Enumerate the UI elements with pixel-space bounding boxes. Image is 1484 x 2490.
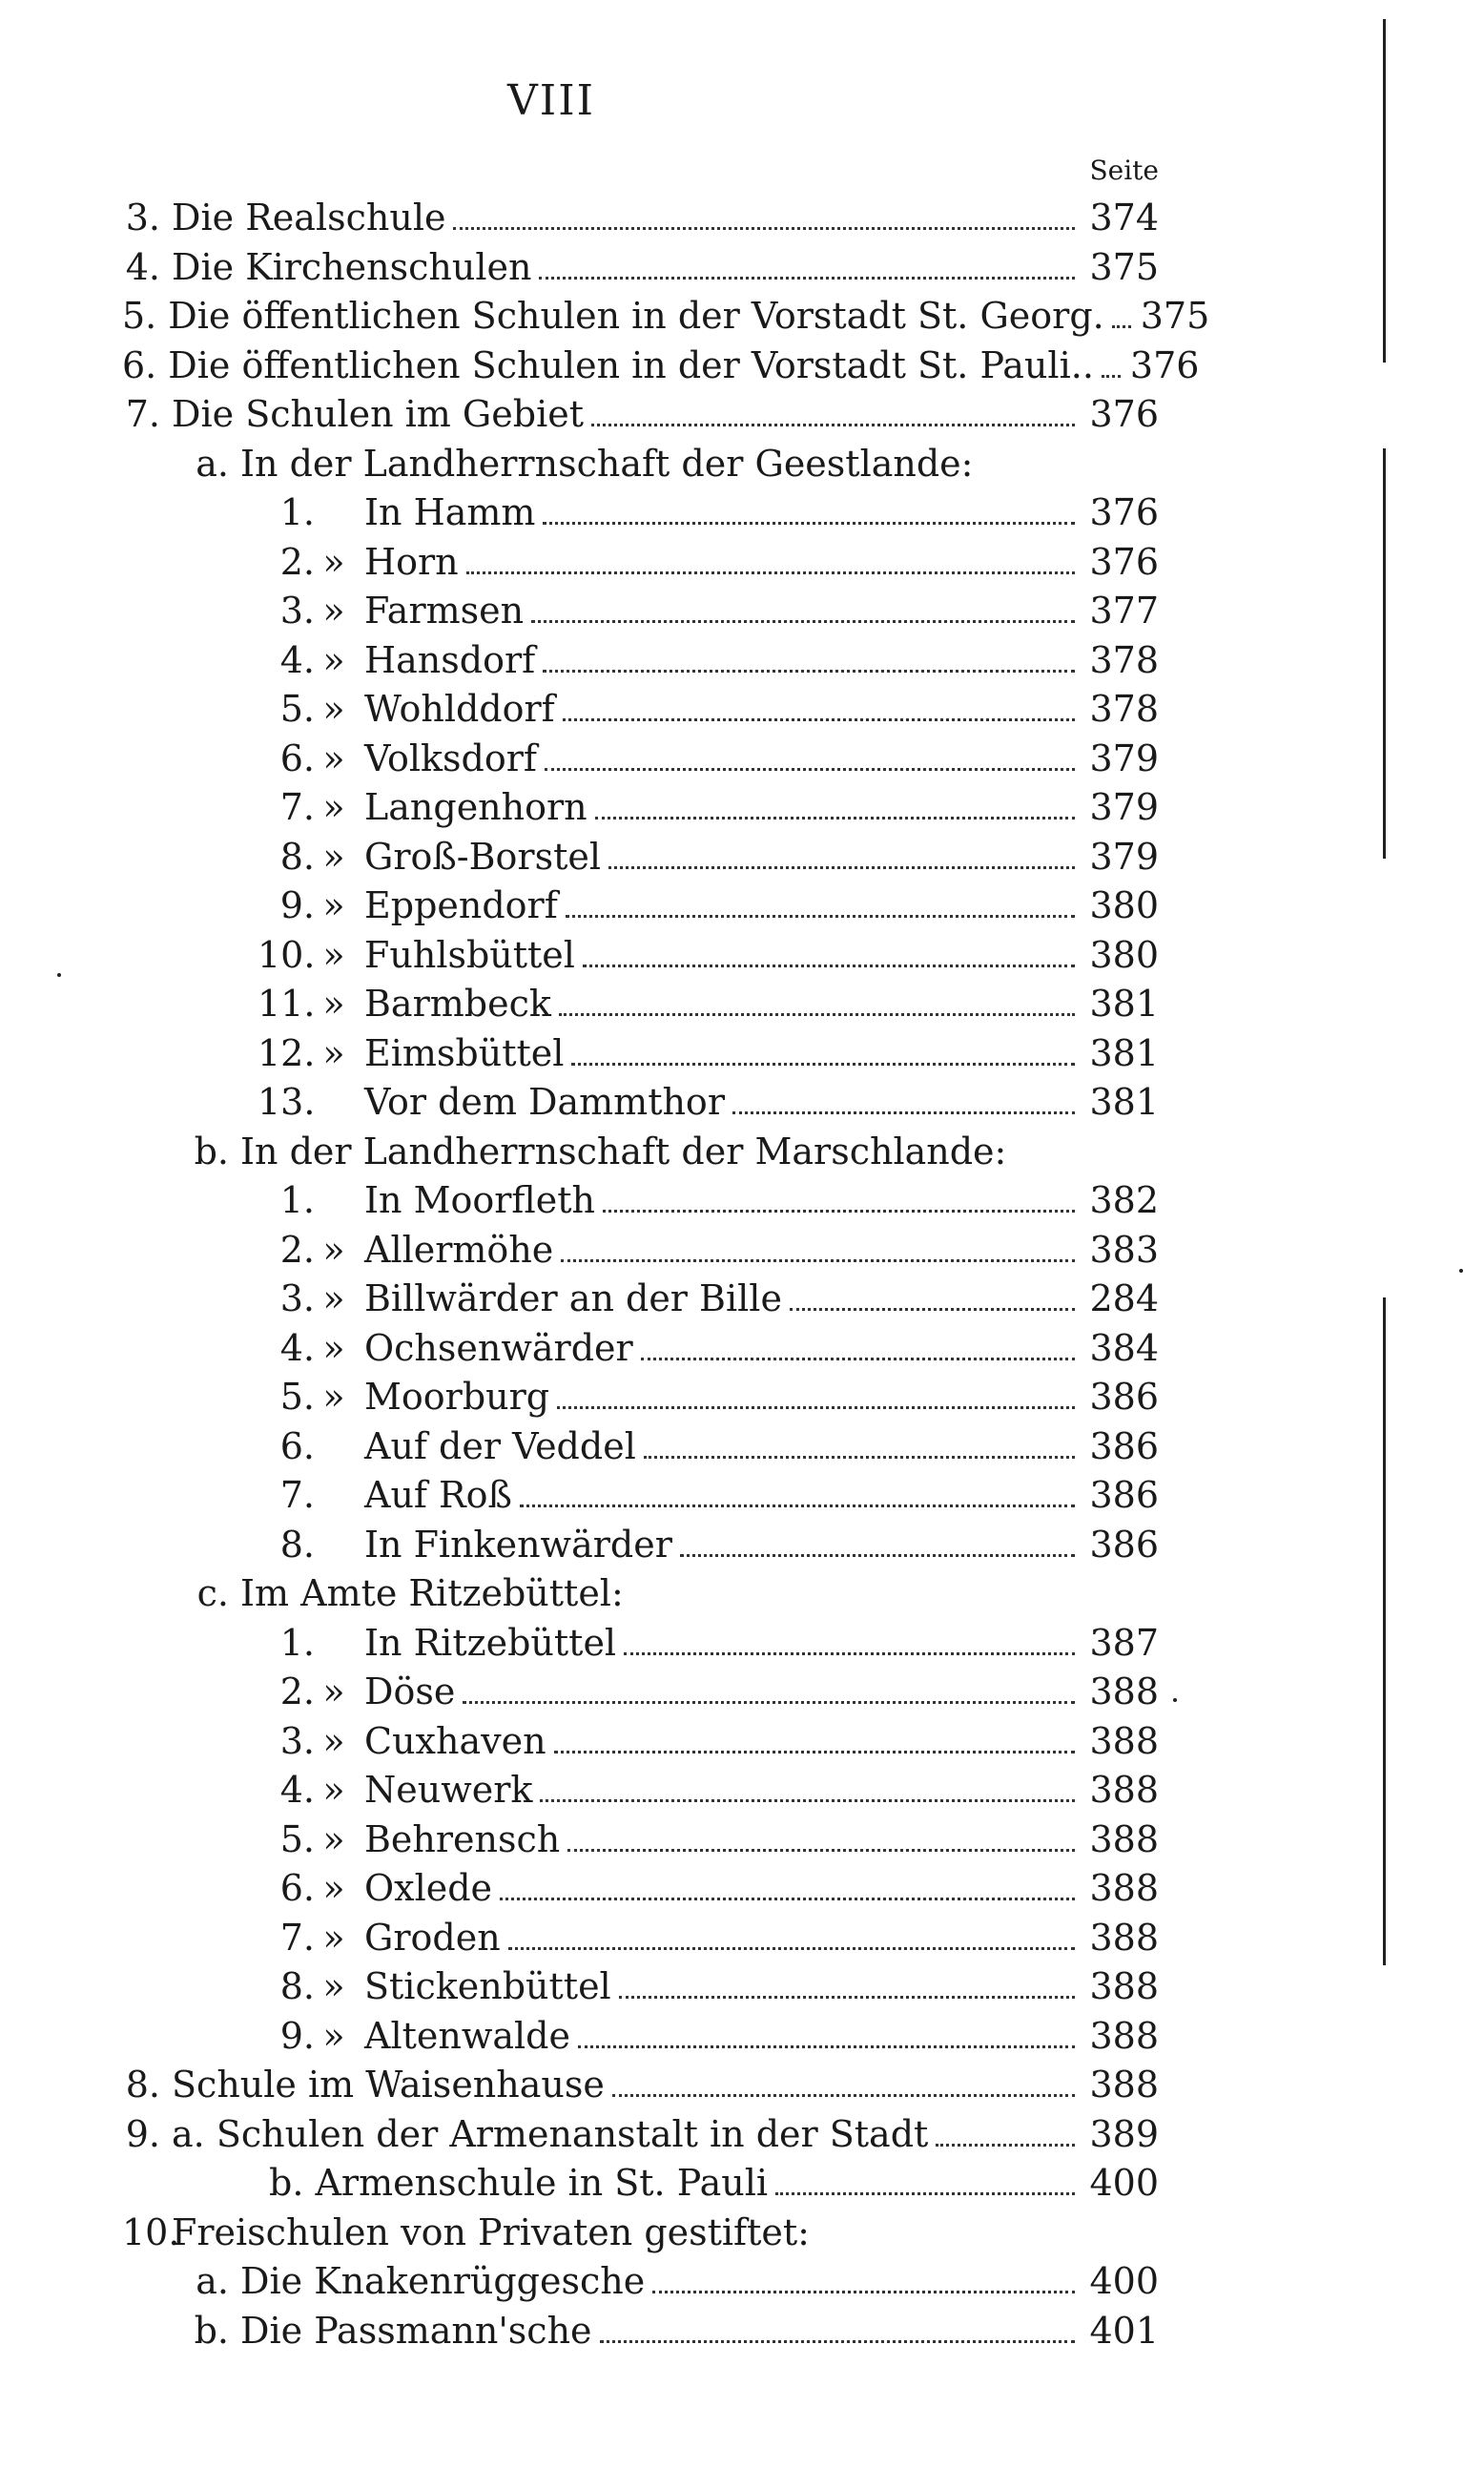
scan-speck: [1459, 1269, 1463, 1273]
page-column-heading: Seite: [1089, 155, 1159, 186]
toc-entry-page: 377: [1089, 590, 1159, 632]
toc-entry-page: 400: [1089, 2162, 1159, 2204]
scan-speck: [1173, 1698, 1177, 1702]
toc-entry-number: 6.: [279, 1424, 315, 1467]
margin-scan-edge: [1383, 1297, 1386, 1965]
toc-dot-leader: [539, 277, 1075, 280]
toc-dot-leader: [641, 1358, 1075, 1360]
toc-entry-number: 4.: [125, 245, 160, 288]
toc-entry-ditto-mark: »: [322, 1965, 345, 2007]
toc-entry-title: In Hamm: [364, 491, 536, 533]
toc-entry-number: 5.: [279, 1817, 315, 1860]
toc-dot-leader: [1112, 325, 1131, 328]
toc-entry-title: In Moorfleth: [364, 1179, 595, 1221]
toc-entry-ditto-mark: »: [322, 835, 345, 878]
toc-entry-number: c.: [196, 1572, 229, 1614]
toc-entry-number: 7.: [279, 1474, 315, 1516]
toc-entry-number: 10.: [122, 2210, 180, 2253]
toc-entry-page: 378: [1089, 688, 1159, 730]
toc-entry: [122, 2112, 1159, 2156]
margin-scan-edge: [1383, 448, 1386, 859]
toc-entry-page: 388: [1089, 1817, 1159, 1860]
toc-dot-leader: [578, 2045, 1075, 2048]
toc-entry: [258, 1866, 1159, 1910]
toc-entry-title: Wohlddorf: [364, 688, 555, 730]
toc-entry-title: Billwärder an der Bille: [364, 1277, 782, 1319]
toc-entry: [191, 1571, 1159, 1615]
toc-entry-page: 388: [1089, 1867, 1159, 1909]
toc-entry-title: Groden: [364, 1916, 501, 1959]
toc-entry-ditto-mark: »: [322, 983, 345, 1025]
toc-entry-title: In Finkenwärder: [364, 1523, 672, 1566]
toc-entry-title: Die Schulen im Gebiet: [172, 393, 584, 435]
toc-entry-ditto-mark: »: [322, 1228, 345, 1271]
toc-dot-leader: [603, 1210, 1075, 1213]
toc-entry: [122, 294, 1210, 338]
toc-entry: [258, 1228, 1159, 1272]
toc-entry-ditto-mark: »: [322, 1719, 345, 1762]
toc-entry-title: Hansdorf: [364, 638, 536, 681]
toc-entry-page: 380: [1089, 933, 1159, 976]
toc-entry: [258, 1523, 1159, 1567]
toc-entry-ditto-mark: »: [322, 1867, 345, 1909]
toc-entry-page: 388: [1089, 1769, 1159, 1811]
toc-entry-page: 386: [1089, 1523, 1159, 1566]
toc-dot-leader: [567, 1849, 1075, 1852]
toc-entry-page: 388: [1089, 1719, 1159, 1762]
toc-entry-title: Schule im Waisenhause: [172, 2064, 605, 2106]
toc-entry-page: 284: [1089, 1277, 1159, 1319]
toc-entry-title: Oxlede: [364, 1867, 493, 1909]
toc-entry-ditto-mark: »: [322, 1769, 345, 1811]
toc-entry-page: 388: [1089, 1670, 1159, 1712]
toc-entry-page: 380: [1089, 884, 1159, 926]
toc-dot-leader: [624, 1652, 1075, 1655]
toc-entry: [191, 2309, 1159, 2353]
toc-dot-leader: [936, 2144, 1075, 2147]
toc-entry-number: 4.: [279, 1769, 315, 1811]
toc-entry-page: 386: [1089, 1474, 1159, 1516]
toc-entry-page: 381: [1089, 1031, 1159, 1074]
toc-entry: [258, 638, 1159, 682]
toc-entry-title: In der Landherrnschaft der Marschlande:: [240, 1130, 1007, 1172]
toc-entry-title: Die Knakenrüggesche: [240, 2260, 646, 2302]
toc-entry-page: 376: [1129, 343, 1200, 386]
toc-entry-title: Eppendorf: [364, 884, 558, 926]
toc-entry: [258, 1178, 1159, 1222]
toc-entry-number: 3.: [279, 1277, 315, 1319]
toc-entry-title: Die öffentlichen Schulen in der Vorstadt St. Georg.: [168, 295, 1104, 337]
toc-entry-number: 3.: [279, 1719, 315, 1762]
toc-entry-ditto-mark: »: [322, 786, 345, 828]
toc-entry-ditto-mark: »: [322, 1916, 345, 1959]
toc-dot-leader: [732, 1111, 1075, 1114]
toc-entry-number: 1.: [279, 1621, 315, 1664]
toc-entry-number: 8.: [279, 1523, 315, 1566]
toc-entry-title: Stickenbüttel: [364, 1965, 611, 2007]
toc-entry-title: Behrensch: [364, 1817, 561, 1860]
toc-entry: [258, 687, 1159, 731]
toc-entry-page: 379: [1089, 737, 1159, 779]
toc-entry: [122, 343, 1200, 387]
toc-entry-page: 389: [1089, 2112, 1159, 2155]
toc-entry: [122, 196, 1159, 239]
toc-dot-leader: [566, 915, 1075, 918]
toc-entry-ditto-mark: »: [322, 540, 345, 583]
toc-entry-title: Ochsenwärder: [364, 1326, 633, 1369]
toc-entry: [258, 1817, 1159, 1861]
toc-entry: [258, 1424, 1159, 1468]
toc-entry: [122, 2210, 1159, 2254]
toc-entry-title: Fuhlsbüttel: [364, 933, 575, 976]
toc-entry-number: 4.: [279, 1326, 315, 1369]
toc-dot-leader: [545, 768, 1075, 771]
toc-entry: [258, 1326, 1159, 1370]
toc-entry-number: 9.: [279, 2014, 315, 2057]
toc-entry: [258, 1375, 1159, 1419]
toc-dot-leader: [612, 2094, 1075, 2097]
toc-entry: [258, 737, 1159, 780]
toc-entry-number: 9.: [125, 2112, 160, 2155]
toc-dot-leader: [508, 1947, 1075, 1950]
toc-entry-page: 378: [1089, 638, 1159, 681]
toc-entry: [191, 442, 1159, 486]
toc-dot-leader: [591, 424, 1075, 426]
toc-dot-leader: [540, 1799, 1075, 1802]
toc-entry-ditto-mark: »: [322, 590, 345, 632]
toc-entry-page: 379: [1089, 835, 1159, 878]
toc-entry: [258, 1276, 1159, 1320]
toc-entry: [258, 1670, 1159, 1713]
toc-entry-page: 381: [1089, 1081, 1159, 1123]
toc-entry-ditto-mark: »: [322, 1277, 345, 1319]
toc-entry-title: Allermöhe: [364, 1228, 554, 1271]
toc-entry-number: 4.: [279, 638, 315, 681]
toc-dot-leader: [453, 227, 1075, 230]
toc-dot-leader: [520, 1504, 1075, 1507]
toc-entry-page: 388: [1089, 2014, 1159, 2057]
toc-entry: [258, 835, 1159, 879]
toc-entry-number: 9.: [279, 884, 315, 926]
toc-entry-number: 5.: [279, 688, 315, 730]
toc-entry-page: 386: [1089, 1376, 1159, 1418]
toc-entry-number: 6.: [122, 343, 157, 386]
toc-entry: [258, 490, 1159, 534]
toc-entry-number: 10.: [258, 933, 316, 976]
toc-dot-leader: [600, 2340, 1075, 2343]
toc-entry: [122, 245, 1159, 289]
toc-entry-page: 401: [1089, 2309, 1159, 2352]
toc-entry-number: 2.: [279, 1228, 315, 1271]
toc-entry-number: 8.: [279, 835, 315, 878]
toc-entry-number: 2.: [279, 1670, 315, 1712]
toc-entry: [258, 883, 1159, 927]
toc-entry-page: 384: [1089, 1326, 1159, 1369]
toc-dot-leader: [652, 2291, 1075, 2293]
toc-entry-page: 387: [1089, 1621, 1159, 1664]
toc-dot-leader: [500, 1898, 1075, 1900]
toc-dot-leader: [775, 2192, 1075, 2195]
toc-dot-leader: [790, 1308, 1075, 1311]
toc-entry-title: Farmsen: [364, 590, 525, 632]
toc-entry-title: Die öffentlichen Schulen in der Vorstadt St. Pauli..: [168, 343, 1094, 386]
toc-entry-number: 8.: [125, 2064, 160, 2106]
toc-entry: [258, 1768, 1159, 1812]
toc-entry-number: 8.: [279, 1965, 315, 2007]
toc-entry-title: Barmbeck: [364, 983, 551, 1025]
toc-entry-number: b.: [194, 1130, 229, 1172]
toc-entry-number: 6.: [279, 737, 315, 779]
toc-dot-leader: [531, 620, 1075, 623]
toc-entry-number: 5.: [279, 1376, 315, 1418]
toc-dot-leader: [595, 817, 1075, 820]
toc-entry-page: 381: [1089, 983, 1159, 1025]
toc-entry-ditto-mark: »: [322, 1670, 345, 1712]
toc-entry-title: Moorburg: [364, 1376, 550, 1418]
toc-dot-leader: [571, 1063, 1075, 1066]
toc-entry-number: 3.: [125, 197, 160, 239]
toc-entry: [258, 1916, 1159, 1960]
toc-dot-leader: [619, 1996, 1075, 1999]
toc-entry-page: 374: [1089, 197, 1159, 239]
toc-entry-ditto-mark: »: [322, 638, 345, 681]
toc-entry: [258, 1719, 1159, 1763]
toc-entry: [258, 589, 1159, 633]
toc-dot-leader: [680, 1554, 1075, 1557]
toc-entry: [258, 933, 1159, 977]
toc-entry: [191, 2259, 1159, 2303]
toc-entry: [258, 1080, 1159, 1124]
toc-entry-page: 375: [1089, 245, 1159, 288]
toc-entry-title: Die Realschule: [172, 197, 446, 239]
toc-entry-number: 7.: [279, 1916, 315, 1959]
toc-entry-number: 2.: [279, 540, 315, 583]
toc-dot-leader: [554, 1751, 1075, 1753]
toc-entry-page: 400: [1089, 2260, 1159, 2302]
toc-entry: [258, 1031, 1159, 1075]
toc-entry-page: 376: [1089, 491, 1159, 533]
toc-entry-page: 388: [1089, 1965, 1159, 2007]
toc-entry-page: 388: [1089, 1916, 1159, 1959]
toc-entry: [258, 2014, 1159, 2058]
toc-entry-number: 7.: [125, 393, 160, 435]
toc-entry-page: 382: [1089, 1179, 1159, 1221]
toc-entry: [219, 2161, 1159, 2205]
toc-entry-number: 5.: [122, 295, 157, 337]
toc-entry-number: 7.: [279, 786, 315, 828]
toc-entry-number: a.: [196, 442, 229, 485]
toc-entry-page: 376: [1089, 393, 1159, 435]
toc-dot-leader: [608, 866, 1075, 869]
toc-entry: [122, 392, 1159, 436]
toc-dot-leader: [543, 522, 1075, 525]
toc-dot-leader: [563, 718, 1075, 721]
toc-entry-number: 12.: [258, 1031, 316, 1074]
toc-entry-number: b.: [194, 2309, 229, 2352]
toc-entry-ditto-mark: »: [322, 1031, 345, 1074]
toc-entry-title: In Ritzebüttel: [364, 1621, 617, 1664]
toc-entry-title: Cuxhaven: [364, 1719, 546, 1762]
toc-dot-leader: [557, 1406, 1075, 1409]
toc-dot-leader: [559, 1013, 1075, 1016]
toc-entry-title: Neuwerk: [364, 1769, 533, 1811]
toc-entry-title: Freischulen von Privaten gestiftet:: [172, 2210, 810, 2253]
toc-entry-ditto-mark: »: [322, 1376, 345, 1418]
toc-entry-title: Auf Roß: [364, 1474, 512, 1516]
toc-entry: [122, 2063, 1159, 2106]
toc-entry-ditto-mark: »: [322, 1326, 345, 1369]
toc-entry-title: Volksdorf: [364, 737, 537, 779]
toc-entry-title: Auf der Veddel: [364, 1424, 636, 1467]
toc-entry-page: 379: [1089, 786, 1159, 828]
toc-entry-title: Eimsbüttel: [364, 1031, 565, 1074]
toc-dot-leader: [561, 1259, 1075, 1262]
toc-entry-page: 376: [1089, 540, 1159, 583]
toc-dot-leader: [543, 670, 1075, 673]
toc-dot-leader: [1102, 375, 1121, 378]
toc-entry-ditto-mark: »: [322, 688, 345, 730]
toc-entry: [258, 785, 1159, 829]
toc-entry-ditto-mark: »: [322, 933, 345, 976]
toc-entry: [258, 1621, 1159, 1665]
toc-entry-title: Im Amte Ritzebüttel:: [240, 1572, 624, 1614]
toc-entry-number: 1.: [279, 491, 315, 533]
toc-entry-number: a.: [196, 2260, 229, 2302]
toc-entry-page: 386: [1089, 1424, 1159, 1467]
toc-entry-number: 1.: [279, 1179, 315, 1221]
toc-entry-title: Horn: [364, 540, 459, 583]
toc-entry-number: 3.: [279, 590, 315, 632]
toc-entry-ditto-mark: »: [322, 737, 345, 779]
toc-entry-title: In der Landherrnschaft der Geestlande:: [240, 442, 974, 485]
toc-dot-leader: [583, 965, 1075, 967]
toc-entry: [191, 1130, 1159, 1173]
toc-entry-page: 383: [1089, 1228, 1159, 1271]
toc-entry-title: a. Schulen der Armenanstalt in der Stadt: [172, 2112, 929, 2155]
toc-dot-leader: [644, 1456, 1075, 1459]
toc-entry-ditto-mark: »: [322, 2014, 345, 2057]
toc-entry-page: 375: [1140, 295, 1210, 337]
toc-entry: [258, 540, 1159, 584]
toc-entry-title: Die Kirchenschulen: [172, 245, 532, 288]
toc-dot-leader: [466, 571, 1075, 574]
toc-entry-title: Groß-Borstel: [364, 835, 602, 878]
scan-speck: [57, 973, 61, 977]
toc-entry-title: Döse: [364, 1670, 456, 1712]
toc-dot-leader: [463, 1701, 1075, 1704]
toc-entry-title: Vor dem Dammthor: [364, 1081, 725, 1123]
margin-scan-edge: [1383, 19, 1386, 363]
toc-entry-number: 6.: [279, 1867, 315, 1909]
toc-entry-title: Altenwalde: [364, 2014, 570, 2057]
toc-entry-ditto-mark: »: [322, 1817, 345, 1860]
toc-entry: [258, 982, 1159, 1026]
toc-entry-ditto-mark: »: [322, 884, 345, 926]
toc-entry-page: 388: [1089, 2064, 1159, 2106]
toc-entry-title: Langenhorn: [364, 786, 587, 828]
toc-entry-title: b. Armenschule in St. Pauli: [269, 2162, 769, 2204]
toc-entry: [258, 1473, 1159, 1517]
toc-entry: [258, 1964, 1159, 2008]
toc-entry-title: Die Passmann'sche: [240, 2309, 592, 2352]
page-roman-numeral: VIII: [507, 76, 595, 125]
toc-entry-number: 13.: [258, 1081, 316, 1123]
toc-entry-number: 11.: [258, 983, 316, 1025]
